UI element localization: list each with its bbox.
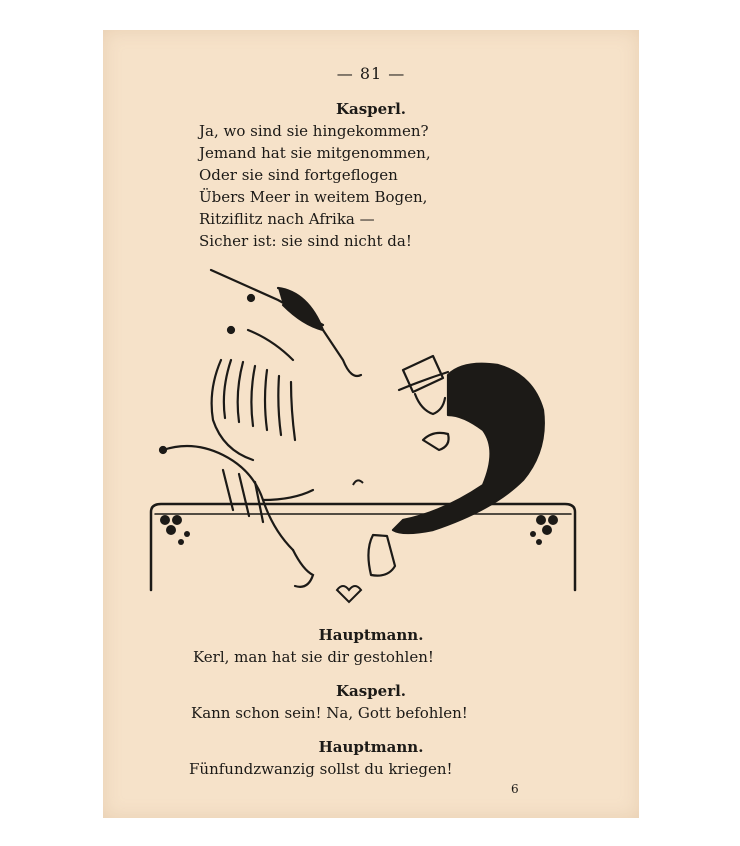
speaker-kasperl: Kasperl. <box>335 100 407 118</box>
verse-line: Jemand hat sie mitgenommen, <box>199 144 431 162</box>
speaker-kasperl: Kasperl. <box>335 682 407 700</box>
verse-block-2 <box>193 646 434 668</box>
verse-block-3 <box>191 702 468 724</box>
verse-line: Fünfundzwanzig sollst du kriegen! <box>189 760 453 778</box>
signature-mark: 6 <box>511 782 519 796</box>
verse-block-4 <box>189 758 453 780</box>
verse-line: Ritziflitz nach Afrika — <box>199 210 375 228</box>
speaker-hauptmann: Hauptmann. <box>318 738 424 756</box>
book-page <box>103 30 639 818</box>
verse-line: Übers Meer in weitem Bogen, <box>199 188 428 206</box>
verse-line: Sicher ist: sie sind nicht da! <box>199 232 412 250</box>
verse-line: Kerl, man hat sie dir gestohlen! <box>193 648 434 666</box>
verse-line: Ja, wo sind sie hingekommen? <box>199 122 429 140</box>
verse-line: Oder sie sind fortgeflogen <box>199 166 398 184</box>
speaker-hauptmann: Hauptmann. <box>318 626 424 644</box>
page-number: — 81 — <box>336 64 406 83</box>
verse-line: Kann schon sein! Na, Gott befohlen! <box>191 704 468 722</box>
